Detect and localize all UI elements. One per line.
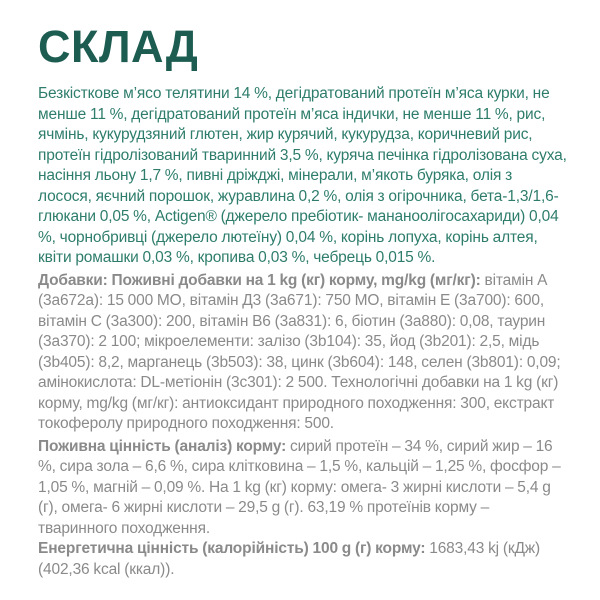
additives-heading: Добавки: Поживні добавки на 1 kg (кг) корму, mg/kg (мг/кг):	[38, 271, 481, 289]
composition-paragraph: Безкісткове м’ясо телятини 14 %, дегідратований протеїн м’яса курки, не менше 11 %, дегідратований протеїн м’яса індички, не менше 11 %, рис, ячмінь, кукурудзяний глютен, жир курячий, кукурудза, коричневий рис, протеїн гідролізований тваринний 3,5 %, куряча печінка гідролізована суха, насіння льону 1,7 %, пивні дріжджі, мінерали, м’якоть буряка, олія з лосося, яєчний порошок, журавлина 0,2 %, олія з огірочника, бета-1,3/1,6-глюкани 0,05 %, Actigen® (джерело пребіотик- мананоолігосахариди) 0,04 %, чорнобривці (джерело лютеїну) 0,04 %, корінь лопуха, корінь алтея, квіти ромашки 0,03 %, кропива 0,03 %, чебрець 0,015 %.	[38, 85, 567, 266]
nutrition-heading: Поживна цінність (аналіз) корму:	[38, 437, 287, 455]
nutrition-paragraph	[38, 437, 569, 540]
additives-text: вітамін А (3а672а): 15 000 МО, вітамін Д3 (3а671): 750 МО, вітамін Е (3а700): 600, вітамін С (3а300): 200, вітамін В6 (3а831): 6, біотин (3а880): 0,08, таурин (3а370): 2 100; мікроелементи: залізо (3b104): 35, йод (3b201): 2,5, мідь (3b405): 8,2, марганець (3b503): 38, цинк (3b604): 148, селен (3b801): 0,09; амінокислота: DL-метіонін (3c301): 2 500. Технологічні добавки на 1 kg (кг) корму, mg/kg (мг/кг): антиоксидант природного походження: 300, екстракт токоферолу природного походження: 500.	[38, 271, 561, 432]
nutrition-text: сирий протеїн – 34 %, сирий жир – 16 %, сира зола – 6,6 %, сира клітковина – 1,5 %, кальцій – 1,25 %, фосфор – 1,05 %, магній – 0,09 %. На 1 kg (кг) корму: омега- 3 жирні кислоти – 5,4 g (г), омега- 6 жирні кислоти – 29,5 g (г). 63,19 % протеїнів корму – тваринного походження.	[38, 437, 561, 537]
page-title: СКЛАД	[38, 21, 199, 72]
additives-paragraph	[38, 271, 569, 435]
energy-text: 1683,43 kj (кДж) (402,36 kcal (ккал)).	[38, 540, 541, 578]
energy-heading: Енергетична цінність (калорійність) 100 g (г) корму:	[38, 540, 426, 557]
energy-paragraph	[38, 539, 569, 580]
